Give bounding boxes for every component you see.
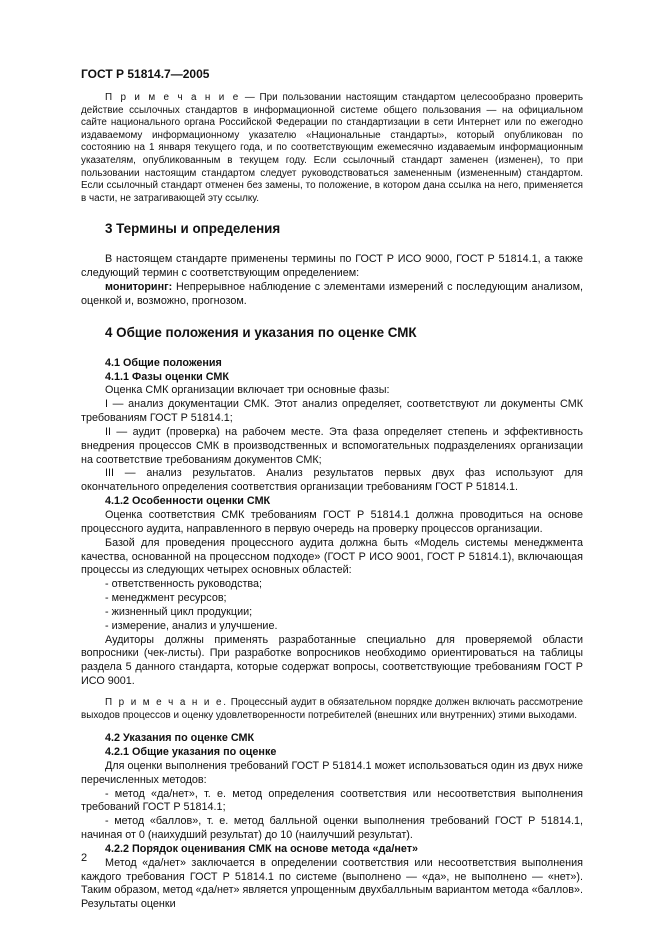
section-4-title: 4 Общие положения и указания по оценке СМК: [105, 324, 417, 340]
page-number: 2: [81, 852, 88, 864]
note-label: П р и м е ч а н и е: [105, 92, 241, 103]
paragraph: Метод «да/нет» заключается в определении соответствия или несоответствия выполнения каждого требования ГОСТ Р 51814.1 по системе (выполнено — «да», не выполнено — «нет»). Таким образом, метод «да/нет» является упрощенным двухбалльным вариантом метода «баллов». Результаты оценки: [81, 856, 583, 911]
document-header: ГОСТ Р 51814.7—2005: [81, 67, 210, 81]
term-definition: [81, 281, 583, 309]
paragraph: II — аудит (проверка) на рабочем месте. Эта фаза определяет степень и эффективность внедрения процессов СМК в производственных и вспомогательных подразделениях организации на соответствие требованиям документов СМК;: [81, 425, 583, 466]
section-3-title: 3 Термины и определения: [105, 221, 281, 237]
list-item: - ответственность руководства;: [105, 578, 263, 591]
subsection-4-2-2: 4.2.2 Порядок оценивания СМК на основе метода «да/нет»: [105, 842, 419, 855]
paragraph: Для оценки выполнения требований ГОСТ Р 51814.1 может использоваться один из двух ниже перечисленных методов:: [81, 759, 583, 786]
paragraph: В настоящем стандарте применены термины по ГОСТ Р ИСО 9000, ГОСТ Р 51814.1, а также следующий термин с соответствующим определением:: [81, 253, 583, 280]
paragraph: Аудиторы должны применять разработанные специально для проверяемой области вопросники (чек-листы). При разработке вопросников необходимо ориентироваться на таблицы раздела 5 данного стандарта, которые содержат вопросы, соответствующие требованиям ГОСТ Р ИСО 9001.: [81, 633, 583, 688]
paragraph: - метод «баллов», т. е. метод балльной оценки выполнения требований ГОСТ Р 51814.1, начиная от 0 (наихудший результат) до 10 (наилучший результат).: [81, 815, 583, 842]
paragraph: Оценка СМК организации включает три основные фазы:: [105, 384, 390, 397]
paragraph: III — анализ результатов. Анализ результатов первых двух фаз используют для окончательного определения соответствия организации требованиям ГОСТ Р 51814.1.: [81, 467, 583, 494]
note-2: [81, 697, 583, 722]
subsection-4-1-1: 4.1.1 Фазы оценки СМК: [105, 370, 229, 383]
note-1: [81, 92, 583, 205]
list-item: - измерение, анализ и улучшение.: [105, 619, 278, 632]
note-text: Процессный аудит в обязательном порядке должен включать рассмотрение выходов процессов и оценку удовлетворенности потребителей (внешних или внутренних) этими выходами.: [81, 696, 584, 721]
term: мониторинг:: [105, 281, 173, 294]
note-label: П р и м е ч а н и е.: [105, 696, 228, 708]
document-body: [81, 92, 583, 912]
note-text: — При пользовании настоящим стандартом целесообразно проверить действие ссылочных стандартов в информационной системе общего пользования — на официальном сайте национального органа Российской Федерации по стандартизации в сети Интернет или по ежегодно издаваемому информационному указателю «Национальные стандарты», который опубликован по состоянию на 1 января текущего года, и по соответствующим ежемесячно издаваемым информационным указателям, опубликованным в текущем году. Если ссылочный стандарт заменен (изменен), то при пользовании настоящим стандартом следует руководствоваться замененным (измененным) стандартом. Если ссылочный стандарт отменен без замены, то положение, в котором дана ссылка на него, применяется в части, не затрагивающей эту ссылку.: [81, 92, 583, 204]
subsection-4-1: 4.1 Общие положения: [105, 356, 222, 369]
subsection-4-2: 4.2 Указания по оценке СМК: [105, 732, 255, 745]
subsection-4-1-2: 4.1.2 Особенности оценки СМК: [105, 495, 271, 508]
paragraph: Оценка соответствия СМК требованиям ГОСТ Р 51814.1 должна проводиться на основе процессного аудита, направленного в первую очередь на проверку процессов организации.: [81, 509, 583, 535]
definition: Непрерывное наблюдение с элементами измерений с последующим анализом, оценкой и, возможно, прогнозом.: [81, 281, 583, 307]
paragraph: Базой для проведения процессного аудита должна быть «Модель системы менеджмента качества, основанной на процессном подходе» (ГОСТ Р ИСО 9001, ГОСТ Р 51814.1), включающая процессы из следующих четырех основных областей:: [81, 536, 583, 577]
paragraph: - метод «да/нет», т. е. метод определения соответствия или несоответствия выполнения требований ГОСТ Р 51814.1;: [81, 787, 583, 814]
subsection-4-2-1: 4.2.1 Общие указания по оценке: [105, 746, 277, 758]
paragraph: I — анализ документации СМК. Этот анализ определяет, соответствуют ли документы СМК требованиям ГОСТ Р 51814.1;: [81, 398, 583, 425]
list-item: - жизненный цикл продукции;: [105, 605, 253, 618]
list-item: - менеджмент ресурсов;: [105, 592, 227, 605]
